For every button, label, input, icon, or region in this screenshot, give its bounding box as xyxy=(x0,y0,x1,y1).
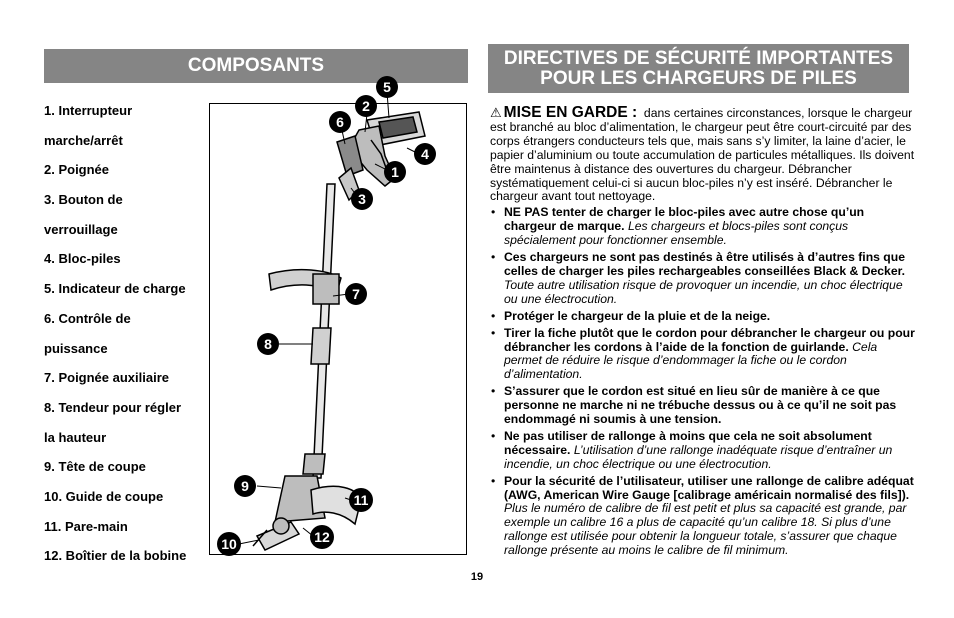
component-line: 11. Pare-main xyxy=(44,518,128,534)
svg-text:10: 10 xyxy=(221,536,237,552)
svg-text:7: 7 xyxy=(352,286,360,302)
safety-bullet: • NE PAS tenter de charger le bloc-piles avec autre chose qu’un chargeur de marque. Les chargeurs et blocs-piles sont conçus spécialement pour fonctionner ensemble. xyxy=(490,206,916,248)
safety-heading-line2: POUR LES CHARGEURS DE PILES xyxy=(540,67,857,89)
component-line: 2. Poignée xyxy=(44,162,110,178)
warning-label: MISE EN GARDE : xyxy=(503,104,638,121)
svg-text:11: 11 xyxy=(353,492,369,508)
callout-11 xyxy=(349,488,373,512)
svg-text:3: 3 xyxy=(358,191,366,207)
components-list xyxy=(44,96,209,571)
component-line: verrouillage xyxy=(44,221,118,237)
svg-text:4: 4 xyxy=(421,146,429,162)
svg-text:6: 6 xyxy=(336,114,344,130)
safety-bullet: • Protéger le chargeur de la pluie et de la neige. xyxy=(490,310,916,324)
component-line: 3. Bouton de xyxy=(44,192,123,208)
safety-bullet: • Pour la sécurité de l’utilisateur, utiliser une rallonge de calibre adéquat (AWG, American Wire Gauge [calibrage américain normalisé des fils]). Plus le numéro de calibre de fil est petit et plus sa capacité est grande, par exemple un calibre 16 a plus de capacité qu’un calibre 18. Si plus d’une rallonge est utilisée pour obtenir la longueur totale, s’assurer que chaque rallonge présente au moins le calibre de fil minimum. xyxy=(490,475,916,558)
callout-10 xyxy=(217,532,241,556)
safety-content xyxy=(490,106,916,561)
safety-bullet: • Ces chargeurs ne sont pas destinés à être utilisés à d’autres fins que celles de charger les piles rechargeables conseillées Black & Decker. Toute autre utilisation risque de provoquer un incendie, un choc électrique ou une électrocution. xyxy=(490,251,916,307)
svg-text:12: 12 xyxy=(314,529,330,545)
callout-3 xyxy=(351,188,373,210)
trimmer-diagram xyxy=(209,78,474,558)
callout-8 xyxy=(257,333,279,355)
callout-2 xyxy=(355,95,377,117)
svg-text:8: 8 xyxy=(264,336,272,352)
safety-heading-line1: DIRECTIVES DE SÉCURITÉ IMPORTANTES xyxy=(503,47,894,69)
svg-text:9: 9 xyxy=(241,478,249,494)
safety-heading xyxy=(488,44,909,93)
component-line: 10. Guide de coupe xyxy=(44,488,164,504)
component-line: 8. Tendeur pour régler xyxy=(44,399,182,415)
component-line: 7. Poignée auxiliaire xyxy=(44,370,169,386)
components-heading: COMPOSANTS xyxy=(44,49,468,83)
component-line: 1. Interrupteur xyxy=(44,103,133,118)
safety-bullet: • S’assurer que le cordon est situé en lieu sûr de manière à ce que personne ne marche ni ne trébuche dessus ou à ce qu’il ne soit pas endommagé ni soumis à une tension. xyxy=(490,385,916,427)
warning-triangle-icon: ⚠ xyxy=(490,105,502,120)
component-line: 5. Indicateur de charge xyxy=(44,281,186,297)
safety-bullet: • Tirer la fiche plutôt que le cordon pour débrancher le chargeur ou pour débrancher les cordons à l’aide de la fonction de guirlande. Cela permet de réduire le risque d’endommager la fiche ou le cordon d’alimentation. xyxy=(490,327,916,383)
warning-paragraph xyxy=(490,106,916,204)
callout-9 xyxy=(234,475,256,497)
component-line: 4. Bloc-piles xyxy=(44,251,121,267)
svg-text:1: 1 xyxy=(391,164,399,180)
safety-bullet-list xyxy=(490,206,916,558)
component-line: marche/arrêt xyxy=(44,132,123,148)
callout-7 xyxy=(345,283,367,305)
warning-text: dans certaines circonstances, lorsque le chargeur est branché au bloc d’alimentation, le chargeur peut être court-circuité par des corps étrangers conducteurs tels que, mais sans s’y limiter, la laine d’acier, le papier d’aluminium ou toute accumulation de particules métalliques. Ils doivent être maintenus à distance des ouvertures du chargeur. Débrancher systématiquement celui-ci si aucun bloc-piles n’y est inséré. Débrancher le chargeur avant tout nettoyage. xyxy=(490,106,915,204)
callout-4 xyxy=(414,143,436,165)
safety-bullet: • Ne pas utiliser de rallonge à moins que cela ne soit absolument nécessaire. L’utilisation d’une rallonge inadéquate risque d’entraîner un incendie, un choc électrique ou une électrocution. xyxy=(490,430,916,472)
component-line: 12. Boîtier de la bobine xyxy=(44,548,187,564)
svg-text:2: 2 xyxy=(362,98,370,114)
component-line: la hauteur xyxy=(44,429,107,445)
svg-text:5: 5 xyxy=(383,79,391,95)
page-number: 19 xyxy=(470,571,484,583)
component-line: puissance xyxy=(44,340,108,356)
callout-5 xyxy=(376,76,398,98)
component-line: 9. Tête de coupe xyxy=(44,459,146,475)
callout-1 xyxy=(384,161,406,183)
callout-12 xyxy=(310,525,334,549)
callout-6 xyxy=(329,111,351,133)
component-line: 6. Contrôle de xyxy=(44,310,131,326)
